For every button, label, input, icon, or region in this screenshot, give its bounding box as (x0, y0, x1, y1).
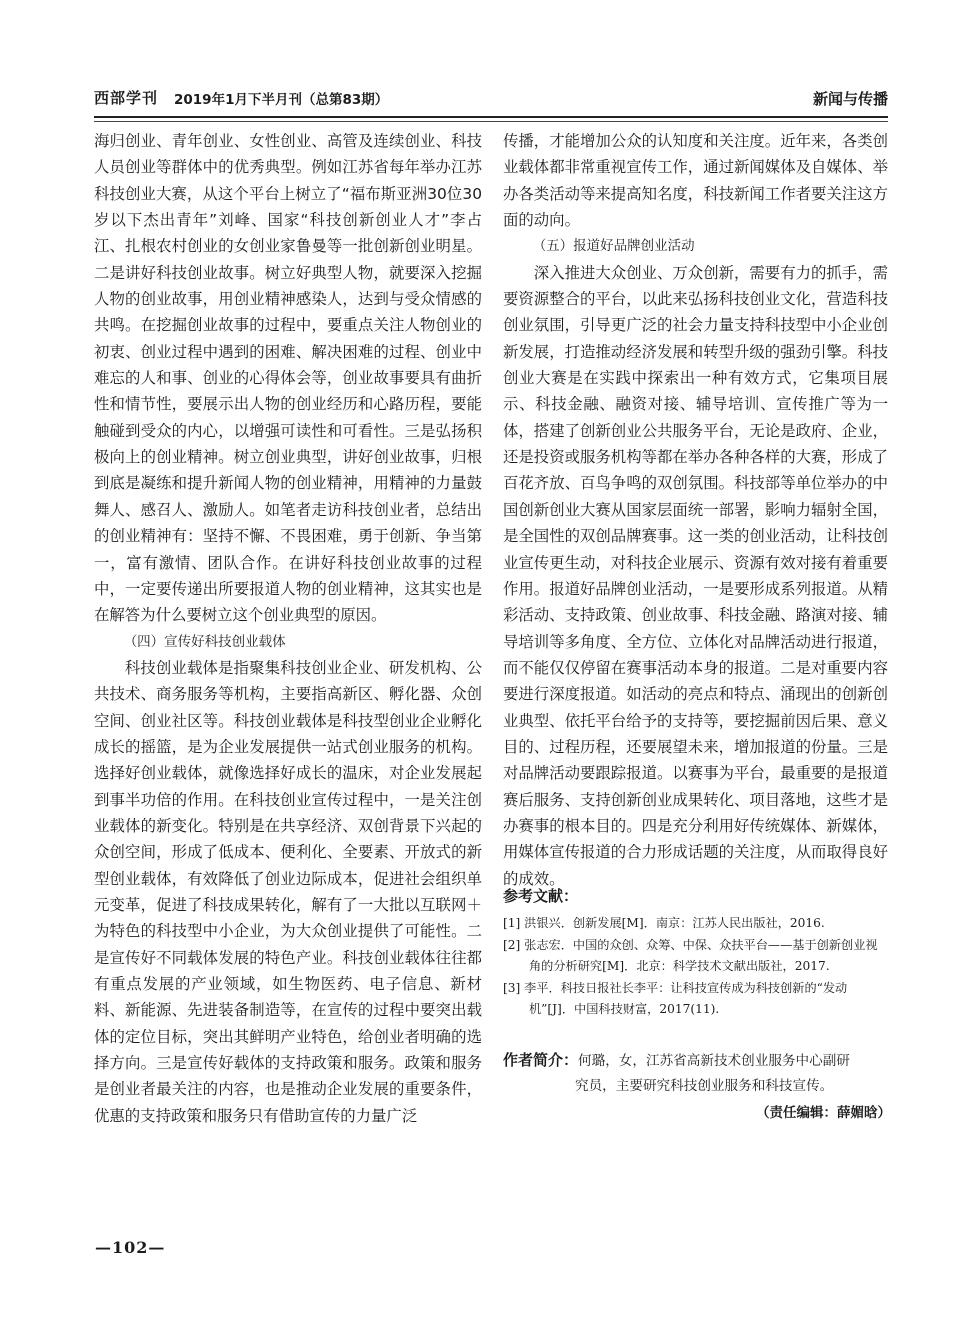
references-title: 参考文献： (503, 887, 579, 905)
section-name: 新闻与传播 (812, 90, 888, 108)
header-rule (94, 121, 888, 122)
author-text: 何璐，女，江苏省高新技术创业服务中心副研 (578, 1053, 850, 1069)
page-number: —102— (95, 1238, 166, 1257)
references-section (503, 885, 888, 1021)
author-line-2: 究员，主要研究科技创业服务和科技宣传。 (575, 1078, 834, 1094)
running-header (94, 86, 888, 118)
section-subheading: （四）宣传好科技创业载体 (123, 633, 286, 650)
section-subheading: （五）报道好品牌创业活动 (532, 238, 695, 255)
body-paragraph: 传播，才能增加公众的认知度和关注度。近年来，各类创业载体都非常重视宣传工作，通过新闻媒体及自媒体、举办各类活动等来提高知名度，科技新闻工作者要关注这方面的动向。 (503, 132, 888, 230)
reference-item: [2] 张志宏．中国的众创、众筹、中保、众扶平台——基于创新创业视角的分析研究[M]．北京：科学技术文献出版社，2017. (503, 937, 878, 973)
body-paragraph: 海归创业、青年创业、女性创业、高管及连续创业、科技人员创业等群体中的优秀典型。例如江苏省每年举办江苏科技创业大赛，从这个平台上树立了“福布斯亚洲30位30岁以下杰出青年”刘峰、国家“科技创新创业人才”李占江、扎根农村创业的女创业家鲁曼等一批创新创业明星。二是讲好科技创业故事。树立好典型人物，就要深入挖掘人物的创业故事，用创业精神感染人，达到与受众情感的共鸣。在挖掘创业故事的过程中，要重点关注人物创业的初衷、创业过程中遇到的困难、解决困难的过程、创业中难忘的人和事、创业的心得体会等，创业故事要具有曲折性和情节性，要展示出人物的创业经历和心路历程，要能触碰到受众的内心，以增强可读性和可看性。三是弘扬积极向上的创业精神。树立创业典型，讲好创业故事，归根到底是凝练和提升新闻人物的创业精神，用精神的力量鼓舞人、感召人、激励人。如笔者走访科技创业者，总结出的创业精神有：坚持不懈、不畏困难，勇于创新、争当第一，富有激情、团队合作。在讲好科技创业故事的过程中，一定要传递出所要报道人物的创业精神，这其实也是在解答为什么要树立这个创业典型的原因。 (94, 132, 482, 625)
body-paragraph: 科技创业载体是指聚集科技创业企业、研发机构、公共技术、商务服务等机构，主要指高新区、孵化器、众创空间、创业社区等。科技创业载体是科技型创业企业孵化成长的摇篮，是为企业发展提供一站式创业服务的机构。选择好创业载体，就像选择好成长的温床，对企业发展起到事半功倍的作用。在科技创业宣传过程中，一是关注创业载体的新变化。特别是在共享经济、双创背景下兴起的众创空间，形成了低成本、便利化、全要素、开放式的新型创业载体，有效降低了创业边际成本，促进社会组织单元变革，促进了科技成果转化，解有了一大批以互联网＋为特色的科技型中小企业，为大众创业提供了可能性。二是宣传好不同载体发展的特色产业。科技创业载体往往都有重点发展的产业领域，如生物医药、电子信息、新材料、新能源、先进装备制造等，在宣传的过程中要突出载体的定位目标，突出其鲜明产业特色，给创业者明确的选择方向。三是宣传好载体的支持政策和服务。政策和服务是创业者最关注的内容，也是推动企业发展的重要条件，优惠的支持政策和服务只有借助宣传的力量广泛 (94, 658, 482, 1125)
right-column (503, 128, 888, 892)
author-line-1 (503, 1048, 891, 1074)
reference-item: [1] 洪银兴．创新发展[M]．南京：江苏人民出版社，2016. (503, 916, 825, 930)
journal-title: 西部学刊 (94, 89, 159, 107)
left-column (94, 128, 482, 1129)
body-paragraph: 深入推进大众创业、万众创新，需要有力的抓手，需要资源整合的平台，以此来弘扬科技创业文化，营造科技创业氛围，引导更广泛的社会力量支持科技型中小企业创新发展，打造推动经济发展和转型升级的强劲引擎。科技创业大赛是在实践中探索出一种有效方式，它集项目展示、科技金融、融资对接、辅导培训、宣传推广等为一体，搭建了创新创业公共服务平台，无论是政府、企业，还是投资或服务机构等都在举办各种各样的大赛，形成了百花齐放、百鸟争鸣的双创氛围。科技部等单位举办的中国创新创业大赛从国家层面统一部署，影响力辐射全国，是全国性的双创品牌赛事。这一类的创业活动，让科技创业宣传更生动，对科技企业展示、资源有效对接有着重要作用。报道好品牌创业活动，一是要形成系列报道。从精彩活动、支持政策、创业故事、科技金融、路演对接、辅导培训等多角度、全方位、立体化对品牌活动进行报道，而不能仅仅停留在赛事活动本身的报道。二是对重要内容要进行深度报道。如活动的亮点和特点、涌现出的创新创业典型、依托平台给予的支持等，要挖掘前因后果、意义目的、过程历程，还要展望未来，增加报道的份量。三是对品牌活动要跟踪报道。以赛事为平台，最重要的是报道赛后服务、支持创新创业成果转化、项目落地，这些才是办赛事的根本目的。四是充分利用好传统媒体、新媒体，用媒体宣传报道的合力形成话题的关注度，从而取得良好的成效。 (503, 263, 888, 888)
reference-item: [3] 李平．科技日报社长李平：让科技宣传成为科技创新的“发动机”[J]．中国科技财富，2017(11). (503, 980, 848, 1016)
journal-issue: 2019年1月下半月刊（总第83期） (174, 92, 389, 108)
responsible-editor: （责任编辑：薛媚晗） (756, 1105, 891, 1121)
author-bio (503, 1048, 891, 1123)
author-label: 作者简介： (503, 1051, 579, 1069)
